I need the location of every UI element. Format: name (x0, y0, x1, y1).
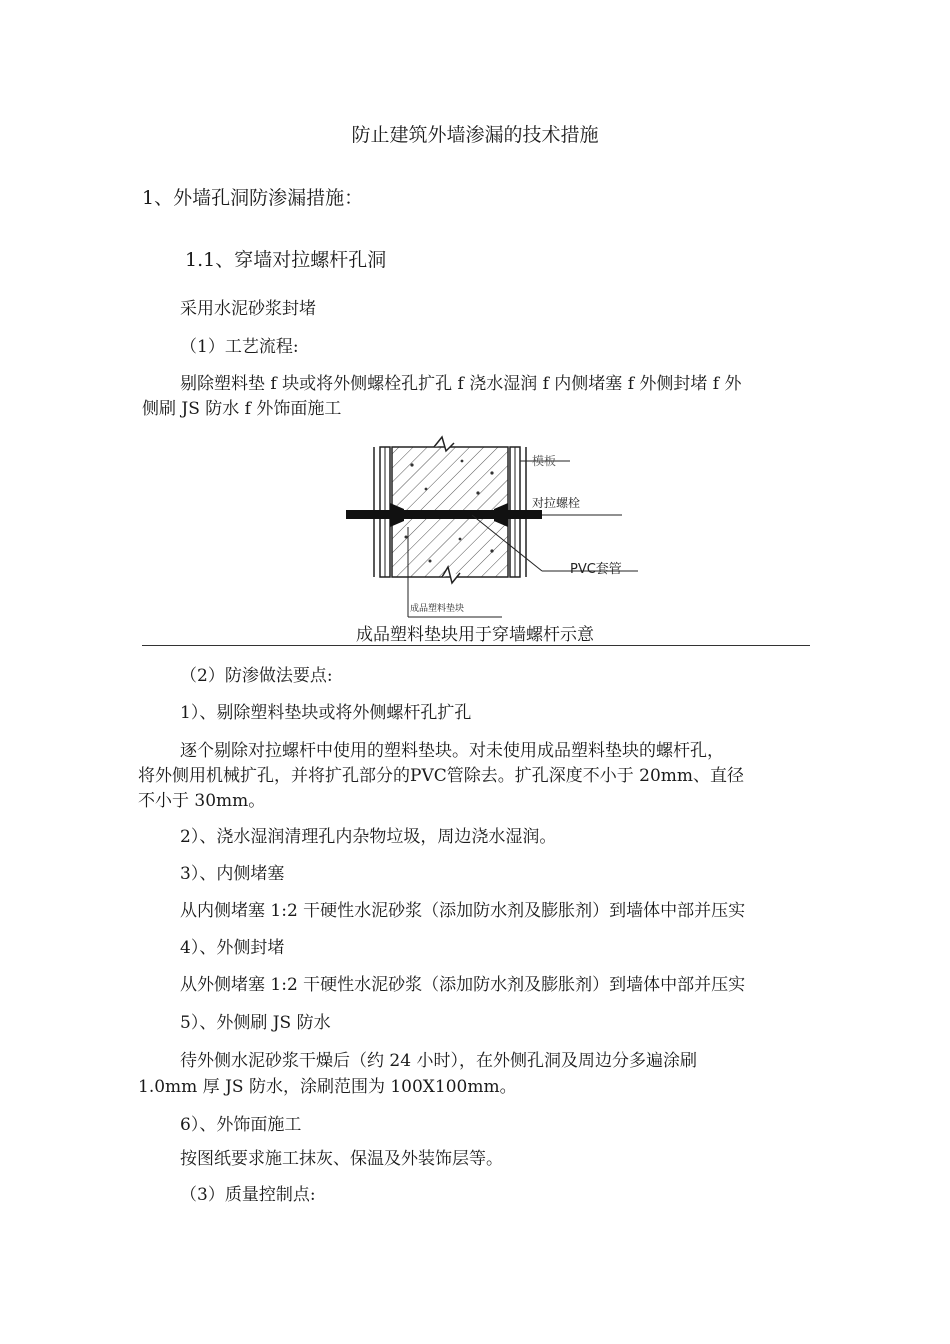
point-3-line: 从内侧堵塞 1:2 干硬性水泥砂浆（添加防水剂及膨胀剂）到墙体中部并压实 (180, 901, 746, 921)
tie-bolt-section-figure (342, 433, 642, 619)
point-4-line: 从外侧堵塞 1:2 干硬性水泥砂浆（添加防水剂及膨胀剂）到墙体中部并压实 (180, 975, 746, 995)
label-pvc-sleeve: PVC套管 (570, 562, 622, 577)
step-2-heading: （2）防渗做法要点: (180, 666, 333, 686)
tie-bolt (346, 510, 542, 519)
point-5-heading: 5）、外侧刷 JS 防水 (180, 1013, 331, 1033)
step-3-heading: （3）质量控制点: (180, 1185, 316, 1205)
point-1-line-1: 逐个剔除对拉螺杆中使用的塑料垫块。对未使用成品塑料垫块的螺杆孔， (180, 741, 724, 761)
section-heading-1-1: 1.1、穿墙对拉螺杆孔洞 (185, 249, 387, 271)
section-heading-1: 1、外墙孔洞防渗漏措施： (142, 187, 364, 209)
point-6-line: 按图纸要求施工抹灰、保温及外装饰层等。 (180, 1149, 503, 1169)
process-flow-line-1: 剔除塑料垫 f 块或将外侧螺栓孔扩孔 f 浇水湿润 f 内侧堵塞 f 外侧封堵 f 外 (180, 374, 742, 394)
step-1-heading: （1）工艺流程: (180, 337, 299, 357)
point-1-heading: 1）、剔除塑料垫块或将外侧螺杆孔扩孔 (180, 703, 472, 723)
point-1-line-3: 不小于 30mm。 (138, 791, 266, 811)
point-2-line: 2）、浇水湿润清理孔内杂物垃圾，周边浇水湿润。 (180, 827, 557, 847)
point-1-line-2: 将外侧用机械扩孔，并将扩孔部分的PVC管除去。扩孔深度不小于 20mm、直径 (138, 766, 744, 786)
label-plastic-block: 成品塑料垫块 (410, 604, 465, 614)
point-6-heading: 6）、外饰面施工 (180, 1115, 302, 1135)
label-tie-bolt: 对拉螺栓 (532, 496, 581, 510)
caption-rule (142, 645, 810, 646)
label-formwork: 模板 (532, 454, 557, 468)
point-5-line-2: 1.0mm 厚 JS 防水，涂刷范围为 100X100mm。 (138, 1077, 517, 1097)
point-4-heading: 4）、外侧封堵 (180, 938, 285, 958)
point-5-line-1: 待外侧水泥砂浆干燥后（约 24 小时），在外侧孔洞及周边分多遍涂刷 (180, 1051, 697, 1071)
point-3-heading: 3）、内侧堵塞 (180, 864, 285, 884)
process-flow-line-2: 侧刷 JS 防水 f 外饰面施工 (142, 399, 342, 419)
intro-text: 采用水泥砂浆封堵 (180, 299, 316, 319)
document-title: 防止建筑外墙渗漏的技术措施 (351, 124, 599, 146)
figure-caption: 成品塑料垫块用于穿墙螺杆示意 (356, 625, 594, 645)
